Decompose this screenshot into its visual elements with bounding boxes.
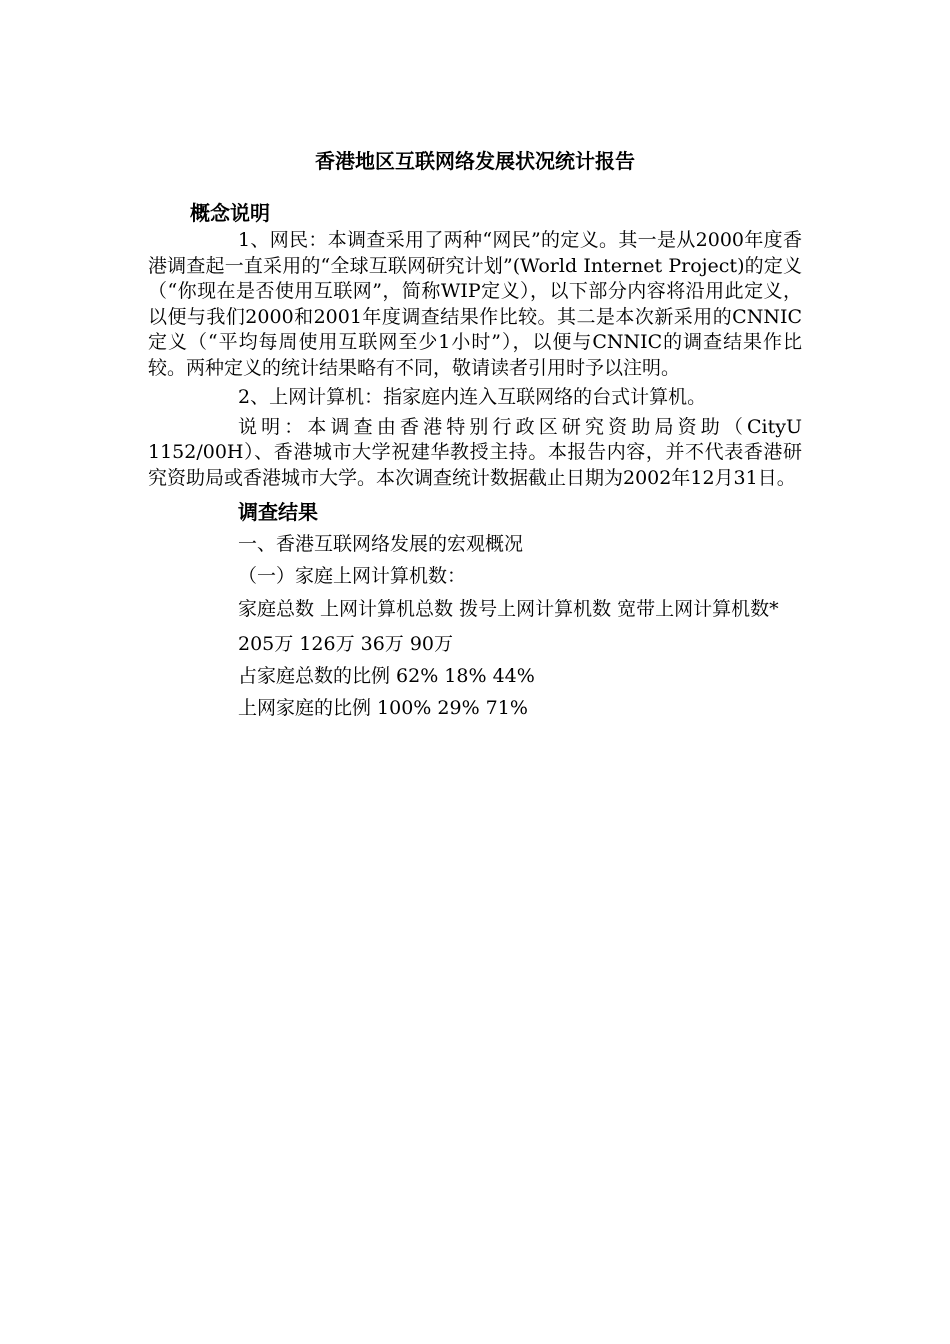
document-body [148, 146, 802, 723]
paragraph-online-computer-definition: 2、上网计算机：指家庭内连入互联网络的台式计算机。 [238, 386, 707, 408]
table-header-line: 家庭总数 上网计算机总数 拨号上网计算机数 宽带上网计算机数* [238, 598, 779, 620]
paragraph-netizen-definition: 1、网民：本调查采用了两种“网民”的定义。其一是从2000年度香港调查起一直采用的“全球互联网研究计划”(World Internet Project)的定义（“你现在是否使用互联网”，简称WIP定义），以下部分内容将沿用此定义，以便与我们2000和2001年度调查结果作比较。其二是本次新采用的CNNIC定义（“平均每周使用互联网至少1小时”），以便与CNNIC的调查结果作比较。两种定义的统计结果略有不同，敬请读者引用时予以注明。 [148, 229, 802, 379]
paragraph-survey-note: 说明：本调查由香港特别行政区研究资助局资助（CityU 1152/00H）、香港城市大学祝建华教授主持。本报告内容，并不代表香港研究资助局或香港城市大学。本次调查统计数据截止日期为2002年12月31日。 [148, 415, 802, 489]
sub-sub-heading-household-computers: （一）家庭上网计算机数： [238, 565, 467, 587]
document-title: 香港地区互联网络发展状况统计报告 [315, 149, 635, 173]
section-heading-results: 调查结果 [238, 500, 318, 524]
section-heading-concepts: 概念说明 [190, 201, 270, 225]
table-row-counts: 205万 126万 36万 90万 [238, 632, 454, 655]
table-row-share-of-households: 占家庭总数的比例 62% 18% 44% [238, 664, 535, 687]
sub-heading-macro-overview: 一、香港互联网络发展的宏观概况 [238, 533, 524, 555]
table-row-share-of-online-households: 上网家庭的比例 100% 29% 71% [238, 696, 528, 719]
